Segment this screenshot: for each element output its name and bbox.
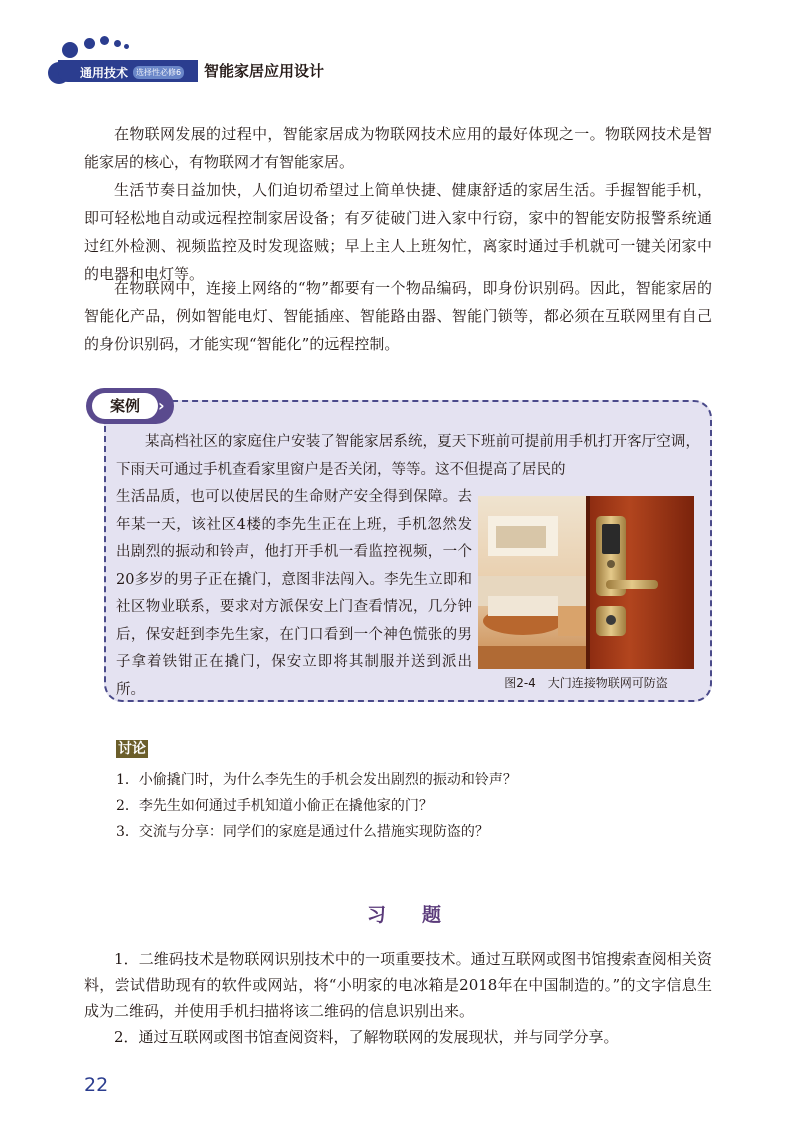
header-dot: [114, 40, 121, 47]
header-dot: [124, 44, 129, 49]
header-dot: [62, 42, 78, 58]
case-label: 案例: [92, 393, 158, 419]
body-paragraph-2: 生活节奏日益加快，人们迫切希望过上简单快捷、健康舒适的家居生活。手握智能手机，即可轻松地自动或远程控制家居设备；有歹徒破门进入家中行窃，家中的智能安防报警系统通过红外检测、视频监控及时发现盗贼；早上主人上班匆忙，离家时通过手机就可一键关闭家中的电器和电灯等。: [84, 181, 712, 283]
exercise-item: 2．通过互联网或图书馆查阅资料，了解物联网的发展现状，并与同学分享。: [114, 1028, 619, 1046]
header-dot: [100, 36, 109, 45]
body-paragraph-3: 在物联网中，连接上网络的“物”都要有一个物品编码，即身份识别码。因此，智能家居的智能化产品，例如智能电灯、智能插座、智能路由器、智能门锁等，都必须在互联网里有自己的身份识别码，才能实现“智能化”的远程控制。: [84, 279, 712, 353]
body-paragraph-1: 在物联网发展的过程中，智能家居成为物联网技术应用的最好体现之一。物联网技术是智能家居的核心，有物联网才有智能家居。: [84, 125, 712, 171]
header-series: 通用技术: [80, 66, 129, 80]
chevron-right-icon: ›: [158, 396, 165, 415]
case-story-text: 生活品质，也可以使居民的生命财产安全得到保障。去年某一天，该社区4楼的李先生正在上班，手机忽然发出剧烈的振动和铃声，他打开手机一看监控视频，一个20多岁的男子正在撬门，意图非法闯入。李先生立即和社区物业联系，要求对方派保安上门查看情况，几分钟后，保安赶到李先生家，在门口看到一个神色慌张的男子拿着铁钳正在撬门，保安立即将其制服并送到派出所。: [116, 489, 472, 698]
exercises-title: 习题: [366, 904, 477, 926]
page-number: 22: [84, 1074, 109, 1096]
discussion-item: 2．李先生如何通过手机知道小偷正在撬他家的门？: [116, 798, 433, 814]
header-badge: 选择性必修6: [133, 66, 184, 79]
discussion-label: 讨论: [118, 741, 146, 757]
header-book-title: 智能家居应用设计: [204, 62, 325, 80]
figure-caption: 图2-4 大门连接物联网可防盗: [504, 676, 668, 690]
smart-lock-illustration: [478, 496, 694, 669]
smart-lock-photo: [478, 496, 694, 669]
case-intro-text: 某高档社区的家庭住户安装了智能家居系统，夏天下班前可提前用手机打开客厅空调，下雨天可通过手机查看家里窗户是否关闭，等等。这不但提高了居民的: [116, 434, 700, 478]
exercise-item: 1．二维码技术是物联网识别技术中的一项重要技术。通过互联网或图书馆搜索查阅相关资料，尝试借助现有的软件或网站，将“小明家的电冰箱是2018年在中国制造的。”的文字信息生成为二维码，并使用手机扫描将该二维码的信息识别出来。: [84, 950, 712, 1020]
discussion-item: 3．交流与分享：同学们的家庭是通过什么措施实现防盗的？: [116, 824, 489, 840]
header-dot: [84, 38, 95, 49]
discussion-item: 1．小偷撬门时，为什么李先生的手机会发出剧烈的振动和铃声？: [116, 772, 517, 788]
